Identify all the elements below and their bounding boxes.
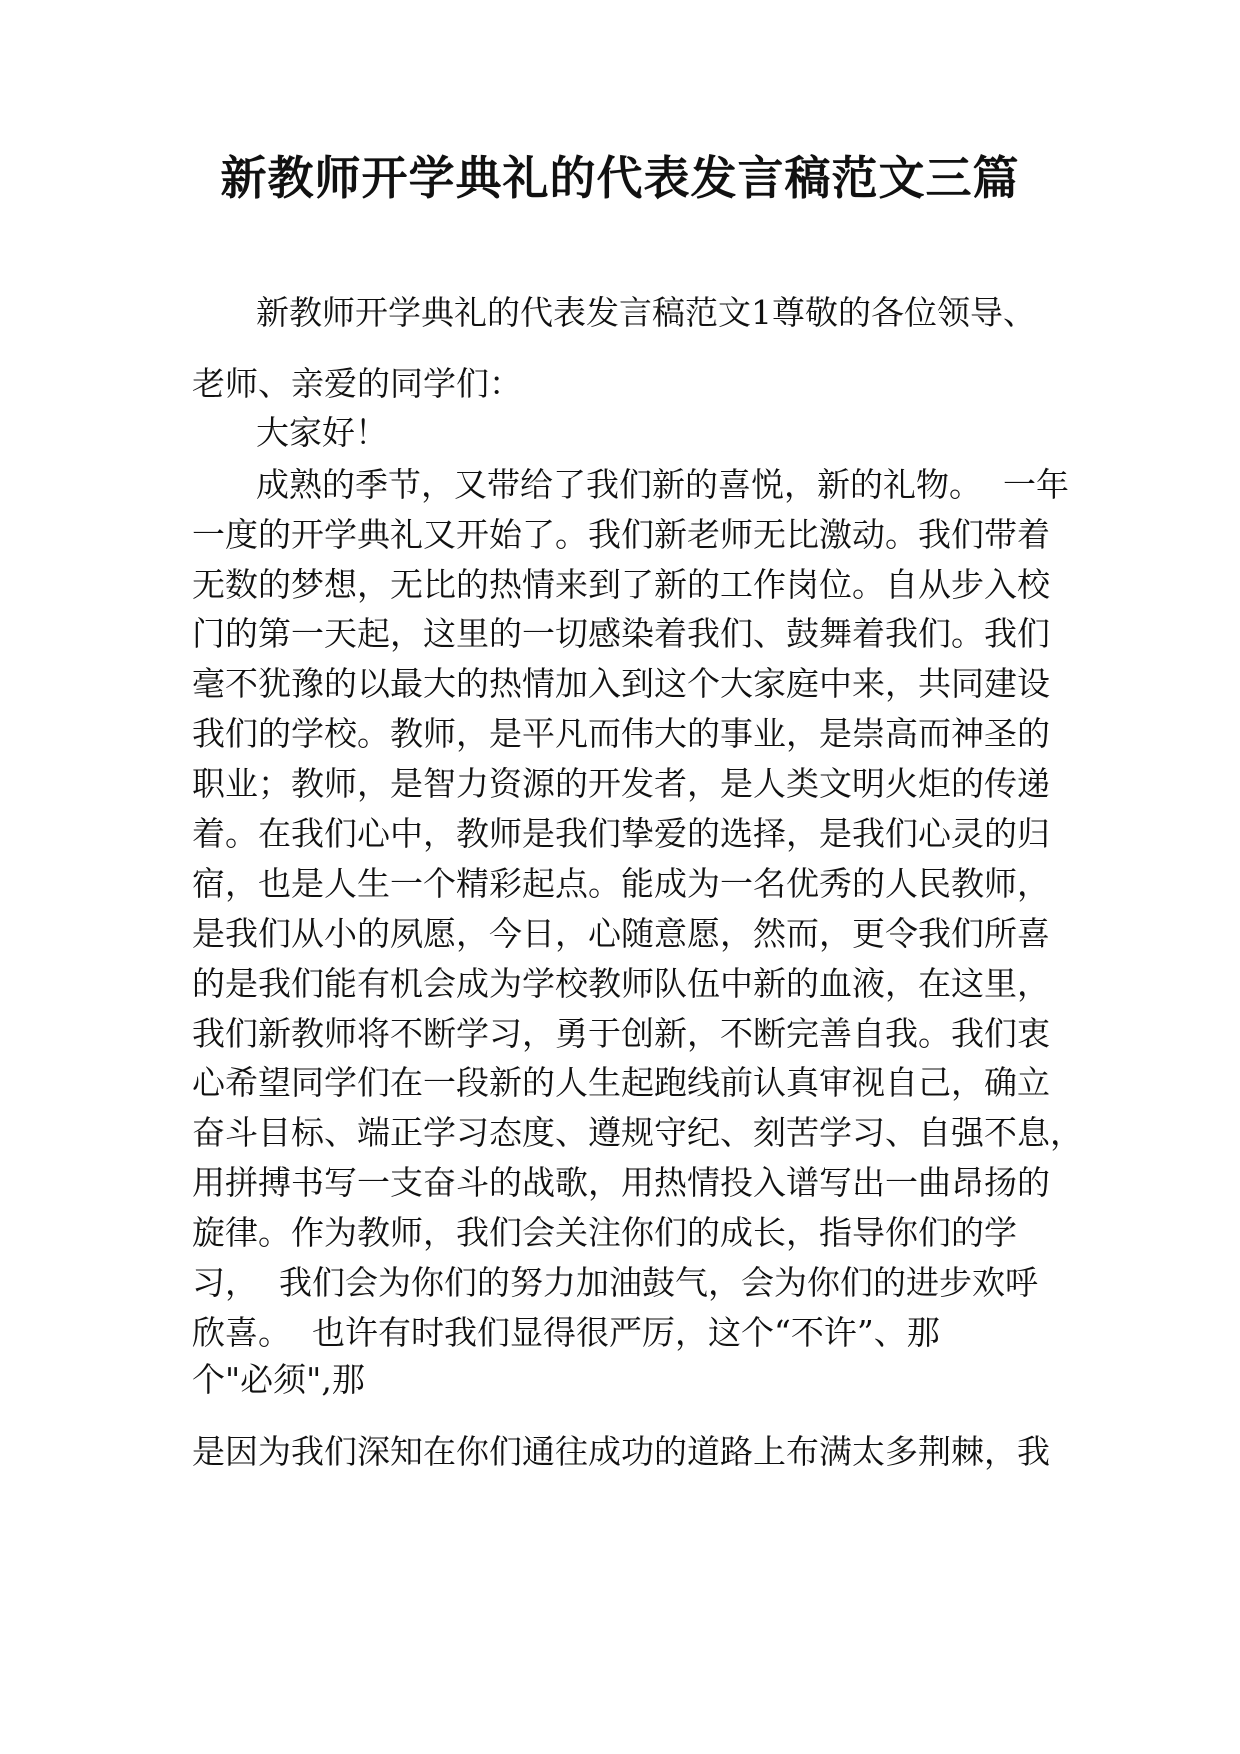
paragraph-line: 习， 我们会为你们的努力加油鼓气，会为你们的进步欢呼 bbox=[192, 1263, 1038, 1302]
paragraph-line: 大家好！ bbox=[256, 413, 388, 452]
paragraph-line: 用拼搏书写一支奋斗的战歌，用热情投入谱写出一曲昂扬的 bbox=[192, 1163, 1050, 1202]
paragraph-line: 着。在我们心中，教师是我们挚爱的选择，是我们心灵的归 bbox=[192, 814, 1050, 853]
paragraph-line: 的是我们能有机会成为学校教师队伍中新的血液，在这里， bbox=[192, 964, 1050, 1003]
document-title: 新教师开学典礼的代表发言稿范文三篇 bbox=[220, 151, 1020, 205]
paragraph-line: 我们新教师将不断学习，勇于创新，不断完善自我。我们衷 bbox=[192, 1014, 1050, 1053]
paragraph-line: 职业；教师，是智力资源的开发者，是人类文明火炬的传递 bbox=[192, 764, 1050, 803]
paragraph-line: 宿，也是人生一个精彩起点。能成为一名优秀的人民教师， bbox=[192, 864, 1050, 903]
paragraph-line: 欣喜。 也许有时我们显得很严厉，这个“不许”、那 bbox=[192, 1313, 940, 1352]
paragraph-line: 毫不犹豫的以最大的热情加入到这个大家庭中来，共同建设 bbox=[192, 664, 1050, 703]
paragraph-line: 门的第一天起，这里的一切感染着我们、鼓舞着我们。我们 bbox=[192, 614, 1050, 653]
paragraph-line: 一度的开学典礼又开始了。我们新老师无比激动。我们带着 bbox=[192, 515, 1050, 554]
paragraph-line: 奋斗目标、端正学习态度、遵规守纪、刻苦学习、自强不息， bbox=[192, 1113, 1083, 1152]
paragraph-line: 心希望同学们在一段新的人生起跑线前认真审视自己，确立 bbox=[192, 1063, 1050, 1102]
paragraph-line: 是我们从小的夙愿，今日，心随意愿，然而，更令我们所喜 bbox=[192, 914, 1050, 953]
paragraph-line: 我们的学校。教师，是平凡而伟大的事业，是崇高而神圣的 bbox=[192, 714, 1050, 753]
paragraph-line: 旋律。作为教师，我们会关注你们的成长，指导你们的学 bbox=[192, 1213, 1017, 1252]
paragraph-line: 成熟的季节，又带给了我们新的喜悦，新的礼物。 一年 bbox=[256, 465, 1069, 504]
paragraph-line: 是因为我们深知在你们通往成功的道路上布满太多荆棘，我 bbox=[192, 1432, 1050, 1471]
paragraph-line: 新教师开学典礼的代表发言稿范文1尊敬的各位领导、 bbox=[256, 293, 1036, 332]
paragraph-line: 个"必须",那 bbox=[192, 1360, 365, 1399]
paragraph-line: 无数的梦想，无比的热情来到了新的工作岗位。自从步入校 bbox=[192, 565, 1050, 604]
paragraph-line: 老师、亲爱的同学们： bbox=[192, 364, 522, 403]
